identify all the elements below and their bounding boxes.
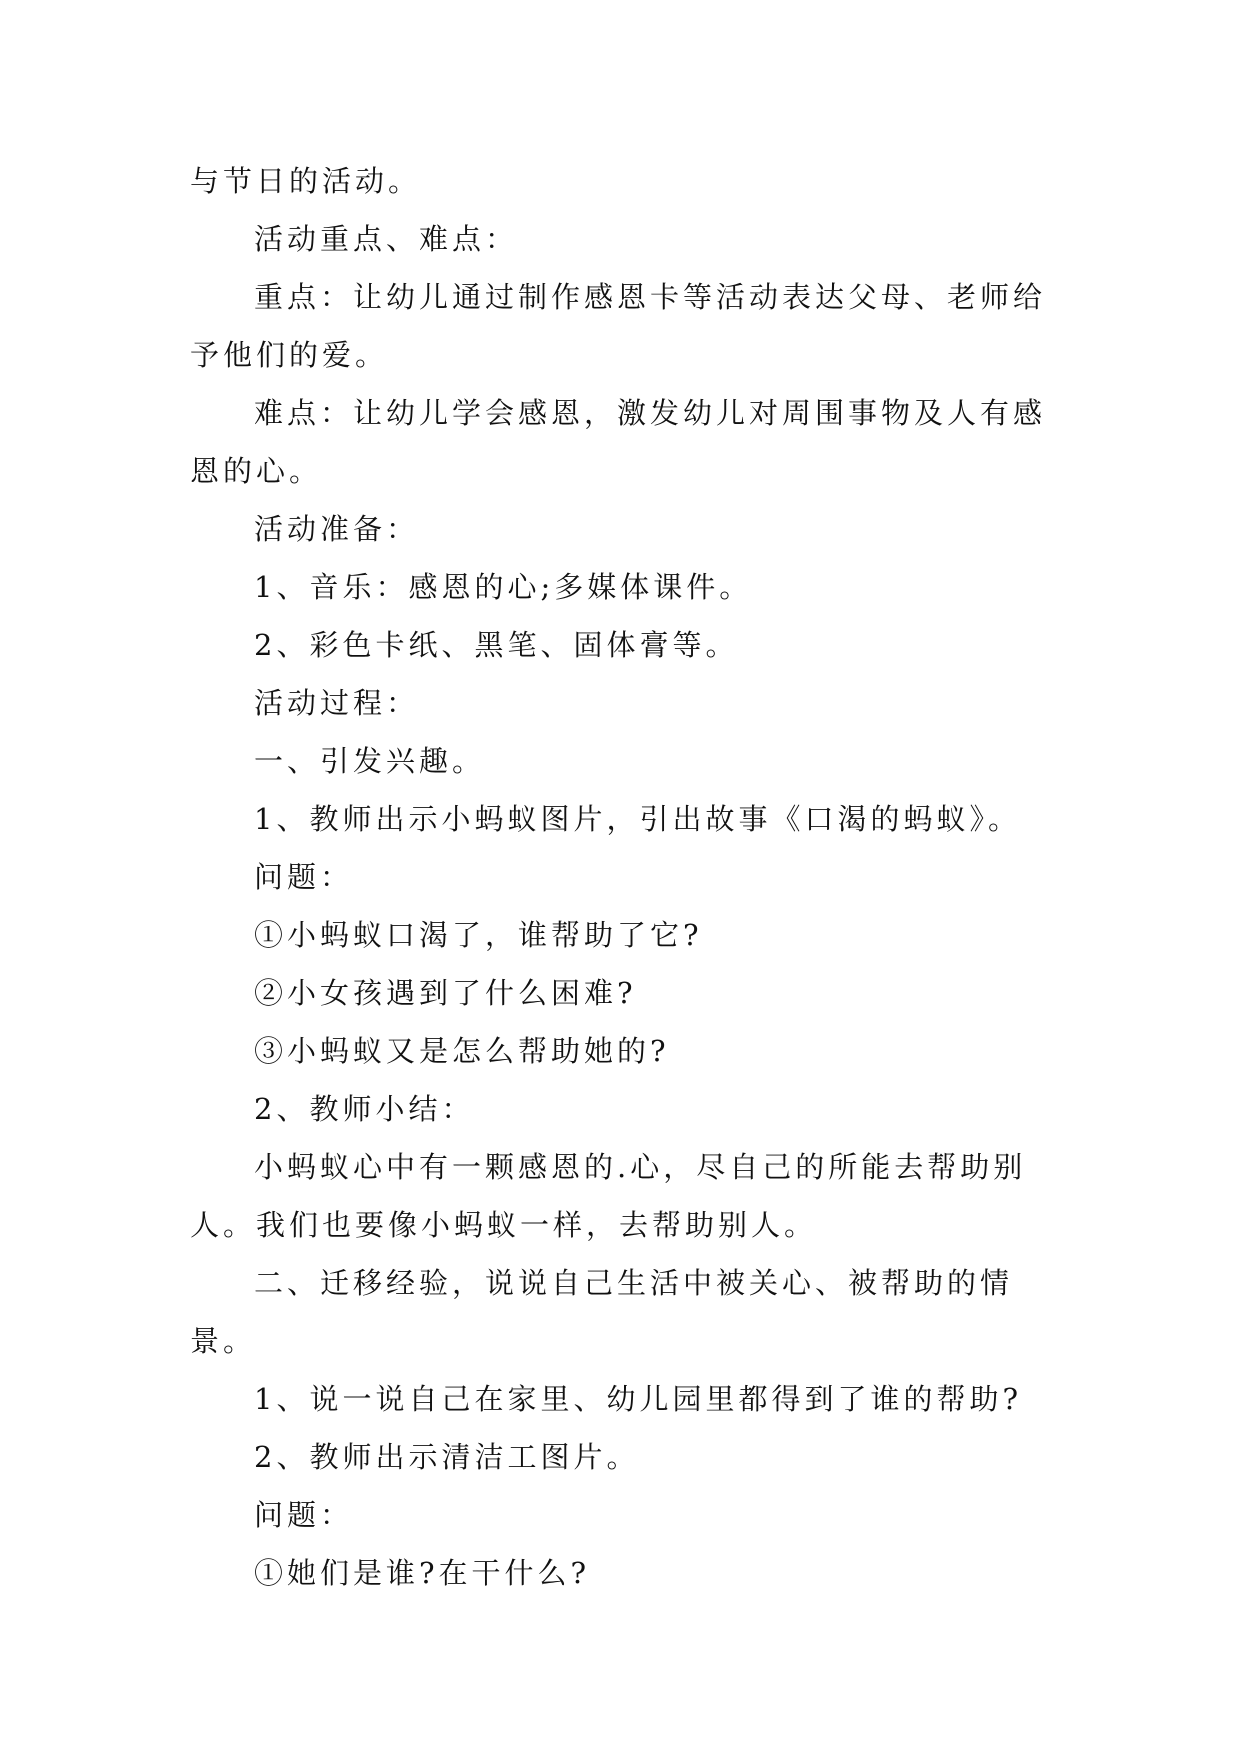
question-2: ②小女孩遇到了什么困难? — [254, 976, 637, 1010]
list-item-experience-1: 1、说一说自己在家里、幼儿园里都得到了谁的帮助? — [254, 1382, 1022, 1416]
list-item-experience-2: 2、教师出示清洁工图片。 — [254, 1440, 640, 1474]
section-heading-2: 二、迁移经验，说说自己生活中被关心、被帮助的情景。 — [190, 1266, 1014, 1358]
heading-process: 活动过程： — [254, 686, 420, 720]
heading-key-points: 活动重点、难点： — [254, 222, 519, 256]
list-item-process-2: 2、教师小结： — [254, 1092, 475, 1126]
question-1: ①小蚂蚁口渴了，谁帮助了它? — [254, 918, 703, 952]
paragraph-key-point: 重点：让幼儿通过制作感恩卡等活动表达父母、老师给予他们的爱。 — [190, 280, 1047, 372]
label-questions: 问题： — [254, 860, 354, 894]
section-heading-1: 一、引发兴趣。 — [254, 744, 486, 778]
document-body — [190, 152, 1050, 1602]
question-3: ③小蚂蚁又是怎么帮助她的? — [254, 1034, 670, 1068]
list-item-preparation-2: 2、彩色卡纸、黑笔、固体膏等。 — [254, 628, 739, 662]
heading-preparation: 活动准备： — [254, 512, 420, 546]
list-item-preparation-1: 1、音乐：感恩的心;多媒体课件。 — [254, 570, 753, 604]
paragraph-continuation: 与节日的活动。 — [190, 164, 422, 198]
label-questions-2: 问题： — [254, 1498, 354, 1532]
paragraph-summary: 小蚂蚁心中有一颗感恩的.心，尽自己的所能去帮助别人。我们也要像小蚂蚁一样，去帮助别人。 — [190, 1150, 1027, 1242]
question-4: ①她们是谁?在干什么? — [254, 1556, 591, 1590]
paragraph-difficulty: 难点：让幼儿学会感恩，激发幼儿对周围事物及人有感恩的心。 — [190, 396, 1047, 488]
list-item-process-1: 1、教师出示小蚂蚁图片，引出故事《口渴的蚂蚁》。 — [254, 802, 1021, 836]
